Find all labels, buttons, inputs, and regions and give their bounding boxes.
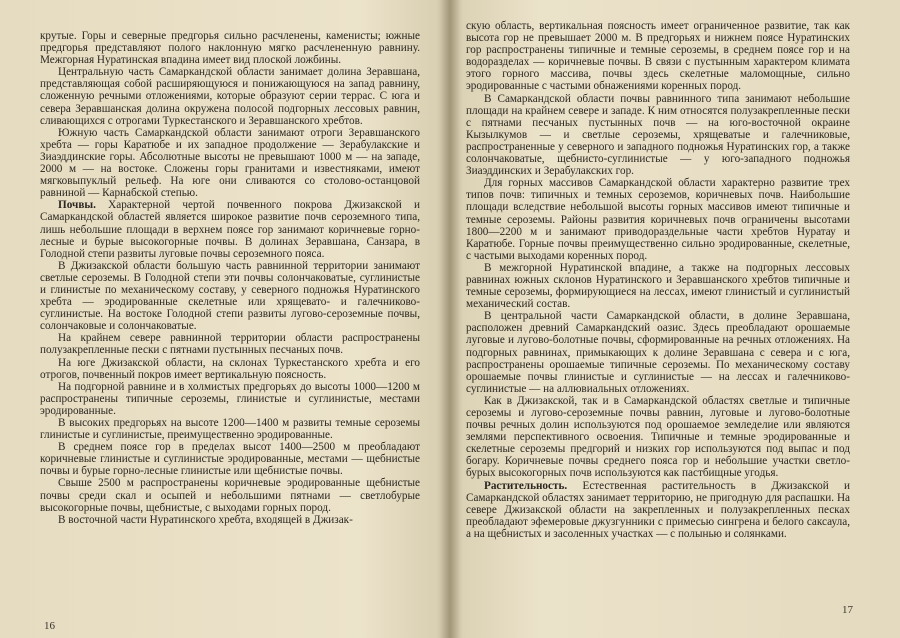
page-number-right: 17 — [842, 604, 853, 616]
run-in-heading: Растительность. — [484, 479, 568, 492]
paragraph: Свыше 2500 м распространены коричневые эродированные щебнистые почвы среди скал и осыпей и небольшими пятнами — светлобурые высокогорные почвы, щебнистые, с выходами горных пород. — [40, 477, 420, 514]
paragraph: крутые. Горы и северные предгорья сильно расчленены, каменисты; южные предгорья представляют полого наклонную мягко расчлененную равнину. Межгорная Нуратинская впадина имеет вид плоской ложбины. — [40, 30, 420, 67]
page-number-left: 16 — [44, 620, 55, 632]
book-gutter — [440, 0, 460, 638]
paragraph: На крайнем севере равнинной территории области распространены полузакрепленные пески с пятнами пустынных песчаных почв. — [40, 332, 420, 357]
paragraph: Для горных массивов Самаркандской области характерно развитие трех типов почв: типичных и темных сероземов, коричневых почв. Наибольшие площади вследствие небольшой высоты горных массивов имеют типичные и темные сероземы. Районы развития коричневых почв ограничены высотами 1800—2200 м и занимают приводораздельные части хребтов Нуратау и Каратюбе. Горные почвы преимущественно сильно эродированные, скелетные, с частыми выходами коренных пород. — [466, 177, 850, 262]
paragraph: В центральной части Самаркандской области, в долине Зеравшана, расположен древний Самаркандский оазис. Здесь преобладают орошаемые луговые и лугово-болотные почвы, сформированные на речных отложениях. На подгорных равнинах, примыкающих к долине Зеравшана с севера и с юга, распространены орошаемые типичные сероземы. По механическому составу орошаемые почвы глинистые и суглинистые — на лессах и галечниково-суглинистые — на аллювиальных отложениях. — [466, 310, 850, 395]
paragraph: В среднем поясе гор в пределах высот 1400—2500 м преобладают коричневые глинистые и суглинистые эродированные, местами — щебнистые почвы и бурые горно-лесные глинистые или щебнистые почвы. — [40, 441, 420, 478]
paragraph — [466, 480, 850, 540]
right-page — [466, 20, 850, 540]
paragraph: В восточной части Нуратинского хребта, входящей в Джизак- — [58, 513, 353, 526]
left-page — [40, 30, 420, 526]
paragraph: На юге Джизакской области, на склонах Туркестанского хребта и его отрогов, почвенный покров имеет вертикальную поясность. — [40, 356, 420, 381]
paragraph — [40, 199, 420, 259]
paragraph-text: Характерной чертой почвенного покрова Джизакской и Самаркандской областей является широкое развитие почв сероземного типа, лишь небольшие площади в верхнем поясе гор занимают коричневые горно-лесные и бурые высокогорные почвы. В долинах Зеравшана, Санзара, в Голодной степи развиты луговые почвы сероземного пояса. — [40, 199, 420, 260]
paragraph: скую область, вертикальная поясность имеет ограниченное развитие, так как высота гор не превышает 2000 м. В предгорьях и нижнем поясе Нуратинских гор распространены типичные и темные сероземы, в среднем поясе гор и на водоразделах — коричневые почвы. В связи с пустынным характером климата этого горного массива, почвы здесь скелетные маломощные, сильно эродированные с частыми обнажениями коренных пород. — [466, 20, 850, 93]
paragraph: Как в Джизакской, так и в Самаркандской областях светлые и типичные сероземы и лугово-сероземные почвы равнин, луговые и лугово-болотные почвы речных долин используются под орошаемое земледелие или являются землями перспективного освоения. Типичные и темные эродированные и скелетные сероземы предгорий и низких гор используются под выпас и под богару. Коричневые почвы среднего пояса гор и небольшие участки светло-бурых высокогорных почв используются как пастбищные угодья. — [466, 394, 850, 480]
run-in-heading: Почвы. — [58, 199, 96, 212]
paragraph: Центральную часть Самаркандской области занимает долина Зеравшана, представляющая собой расширяющуюся и понижающуюся на запад равнину, сложенную речными отложениями, которые образуют серии террас. С юга и севера Зеравшанская долина окружена полосой подгорных лессовых равнин, сливающихся с отрогами Туркестанского и Зеравшанского хребтов. — [40, 66, 420, 127]
paragraph-text: Естественная растительность в Джизакской и Самаркандской областях занимает территорию, не пригодную для распашки. На севере Джизакской области на закрепленных и полузакрепленных песках преобладают эфемеровые джузгунники с примесью сингрена и белого саксаула, а на щебнистых и засоленных участках — с полынью и солянками. — [466, 479, 850, 540]
paragraph: В межгорной Нуратинской впадине, а также на подгорных лессовых равнинах южных склонов Нуратинского и Зеравшанского хребтов типичные и темные сероземы, формирующиеся на лессах, имеют глинистый и суглинистый механический состав. — [466, 261, 850, 311]
paragraph: На подгорной равнине и в холмистых предгорьях до высоты 1000—1200 м распространены типичные сероземы, глинистые и суглинистые, местами эродированные. — [40, 380, 420, 417]
paragraph: В Джизакской области большую часть равнинной территории занимают светлые сероземы. В Голодной степи эти почвы солончаковатые, суглинистые и глинистые по механическому составу, у северного подножья Нуратинского хребта — эродированные скелетные или хрящевато- и галечниково-суглинистые. На востоке Голодной степи развиты лугово-сероземные почвы, солончаковые и солончаковатые. — [40, 259, 420, 333]
paragraph: В Самаркандской области почвы равнинного типа занимают небольшие площади на крайнем севере и западе. К ним относятся полузакрепленные пески с пятнами песчаных пустынных почв — на юго-восточной окраине Кызылкумов — и светлые сероземы, хрящеватые и галечниковые, распространенные у северного и западного подножья Нуратинских гор, а также солончаковатые, щебнисто-суглинистые — у юго-западного подножья Зиаэддинских и Зерабулакских гор. — [466, 92, 850, 178]
paragraph: В высоких предгорьях на высоте 1200—1400 м развиты темные сероземы глинистые и суглинистые, преимущественно эродированные. — [40, 417, 420, 442]
paragraph: Южную часть Самаркандской области занимают отроги Зеравшанского хребта — горы Каратюбе и их западное продолжение — Зерабулакские и Зиаэддинские горы. Абсолютные высоты не превышают 1000 м — на западе, 2000 м — на востоке. Сложены горы гранитами и известняками, имеют мягковыпуклый рельеф. На юге они сливаются со столово-останцовой равниной — Карнабской степью. — [40, 126, 420, 200]
